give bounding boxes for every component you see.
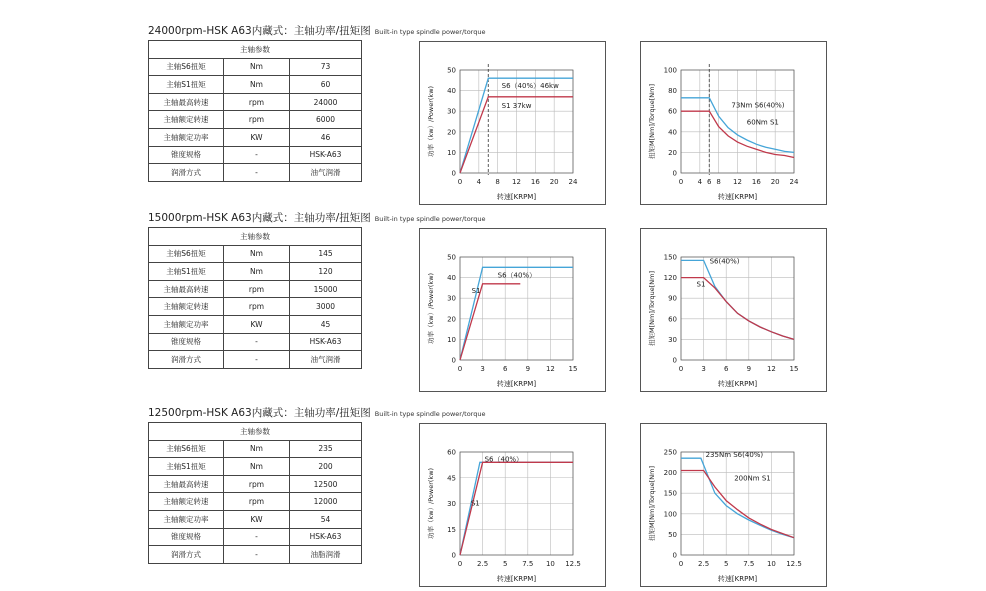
y-tick-label: 100 [663,510,677,519]
section-title-cn: 12500rpm-HSK A63内藏式：主轴功率/扭矩图 [148,407,371,419]
chart-svg [641,424,828,588]
x-axis-label: 转速[KRPM] [717,380,758,388]
param-value: 12000 [290,493,362,511]
y-tick-label: 200 [663,469,677,478]
param-unit: KW [224,510,290,528]
param-name: 润滑方式 [149,164,224,182]
param-value: 24000 [290,93,362,111]
series-line [460,267,573,360]
series-annotation: S6(40%) [709,257,740,266]
torque-chart [640,228,827,392]
param-unit: Nm [224,76,290,94]
y-tick-label: 0 [672,551,677,560]
spindle-params-table [148,40,362,182]
param-name: 主轴S1扭矩 [149,458,224,476]
x-tick-label: 0 [678,178,684,186]
table-row [149,475,362,493]
x-tick-label: 3 [701,365,706,373]
x-tick-label: 15 [568,365,578,373]
x-tick-label: 20 [549,178,559,186]
table-row [149,164,362,182]
x-axis-label: 转速[KRPM] [496,575,537,583]
y-tick-label: 60 [447,448,456,457]
param-unit: rpm [224,475,290,493]
table-row [149,510,362,528]
table-row [149,76,362,94]
spindle-section-12500 [0,404,986,589]
param-name: 主轴S1扭矩 [149,263,224,281]
torque-chart [640,41,827,205]
x-tick-label: 9 [746,365,752,373]
x-tick-label: 8 [716,178,721,186]
param-unit: - [224,146,290,164]
series-annotation: S1 [696,280,706,289]
param-value: 120 [290,263,362,281]
param-name: 锥度规格 [149,146,224,164]
y-tick-label: 0 [451,169,456,178]
param-name: 主轴S6扭矩 [149,58,224,76]
x-axis-label: 转速[KRPM] [717,575,758,583]
param-value: 6000 [290,111,362,129]
series-annotation: 60Nm S1 [746,118,779,127]
y-tick-label: 120 [663,274,677,283]
param-unit: - [224,351,290,369]
x-tick-label: 9 [525,365,531,373]
param-name: 润滑方式 [149,351,224,369]
x-tick-label: 12.5 [786,560,802,568]
param-value: 54 [290,510,362,528]
param-value: 200 [290,458,362,476]
table-row [149,351,362,369]
param-name: 锥度规格 [149,333,224,351]
param-unit: Nm [224,58,290,76]
power-chart [419,41,606,205]
x-tick-label: 12.5 [565,560,581,568]
param-unit: KW [224,315,290,333]
x-tick-label: 0 [457,365,463,373]
table-row [149,146,362,164]
y-tick-label: 150 [663,489,677,498]
spindle-section-15000 [0,209,986,394]
table-row [149,298,362,316]
chart-svg [420,424,607,588]
x-tick-label: 2.5 [477,560,489,568]
x-tick-label: 5 [502,560,508,568]
y-tick-label: 30 [447,294,456,303]
y-tick-label: 250 [663,448,677,457]
table-row [149,440,362,458]
param-name: 主轴额定功率 [149,315,224,333]
param-unit: rpm [224,298,290,316]
y-tick-label: 40 [447,87,456,96]
param-unit: Nm [224,440,290,458]
series-annotation: S6（40%） [484,455,524,464]
y-tick-label: 20 [668,148,677,157]
y-tick-label: 0 [672,356,677,365]
param-value: 油气润滑 [290,351,362,369]
param-value: 60 [290,76,362,94]
x-tick-label: 6 [723,365,729,373]
table-row [149,333,362,351]
param-unit: - [224,164,290,182]
torque-chart [640,423,827,587]
table-row [149,280,362,298]
x-tick-label: 7.5 [522,560,534,568]
table-row [149,93,362,111]
x-tick-label: 7.5 [743,560,755,568]
x-axis-label: 转速[KRPM] [496,193,537,201]
spindle-section-24000 [0,22,986,207]
x-tick-label: 24 [789,178,799,186]
param-name: 主轴S1扭矩 [149,76,224,94]
table-row [149,263,362,281]
series-annotation: 235Nm S6(40%) [705,451,764,460]
y-tick-label: 150 [663,253,677,262]
y-axis-label: 功率（kw）/Power(kw) [427,272,435,345]
x-tick-label: 0 [678,560,684,568]
y-axis-label: 功率（kw）/Power(kw) [427,467,435,540]
param-value: 46 [290,128,362,146]
spindle-params-table [148,422,362,564]
x-tick-label: 12 [733,178,742,186]
power-chart [419,423,606,587]
section-title [148,22,485,39]
param-name: 主轴S6扭矩 [149,440,224,458]
y-tick-label: 50 [447,66,456,75]
param-value: 73 [290,58,362,76]
param-name: 主轴额定转速 [149,298,224,316]
x-axis-label: 转速[KRPM] [496,380,537,388]
x-tick-label: 0 [457,178,463,186]
y-tick-label: 15 [447,525,456,534]
param-name: 主轴额定转速 [149,111,224,129]
param-unit: rpm [224,93,290,111]
y-tick-label: 0 [451,356,456,365]
section-title-en: Built-in type spindle power/torque [374,28,486,36]
param-name: 主轴最高转速 [149,93,224,111]
param-value: HSK-A63 [290,333,362,351]
table-row [149,546,362,564]
y-tick-label: 20 [447,315,456,324]
param-name: 锥度规格 [149,528,224,546]
x-axis-label: 转速[KRPM] [717,193,758,201]
y-tick-label: 20 [447,128,456,137]
section-title-cn: 15000rpm-HSK A63内藏式：主轴功率/扭矩图 [148,212,371,224]
param-value: 3000 [290,298,362,316]
y-tick-label: 30 [447,107,456,116]
y-axis-label: 功率（kw）/Power(kw) [427,85,435,158]
y-tick-label: 10 [447,148,456,157]
y-tick-label: 50 [447,253,456,262]
x-tick-label: 6 [707,178,712,186]
table-header: 主轴参数 [149,41,362,59]
y-tick-label: 60 [668,315,677,324]
y-tick-label: 40 [668,128,677,137]
chart-svg [641,42,828,206]
y-tick-label: 0 [672,169,677,178]
y-tick-label: 80 [668,87,677,96]
plot-frame [681,452,794,555]
param-value: 油脂润滑 [290,546,362,564]
y-tick-label: 30 [668,335,677,344]
param-unit: Nm [224,245,290,263]
x-tick-label: 4 [697,178,703,186]
param-unit: rpm [224,493,290,511]
table-row [149,128,362,146]
chart-svg [641,229,828,393]
param-unit: rpm [224,111,290,129]
series-annotation: S1 37kw [501,101,532,110]
y-tick-label: 50 [668,530,677,539]
x-tick-label: 0 [457,560,463,568]
y-axis-label: 扭矩M[Nm]/Torque[Nm] [648,466,656,541]
param-name: 主轴最高转速 [149,475,224,493]
x-tick-label: 2.5 [698,560,710,568]
y-tick-label: 45 [447,474,456,483]
x-tick-label: 20 [770,178,780,186]
param-value: 12500 [290,475,362,493]
series-annotation: 73Nm S6(40%) [731,101,785,110]
x-tick-label: 16 [751,178,761,186]
x-tick-label: 4 [476,178,482,186]
table-row [149,458,362,476]
param-unit: - [224,528,290,546]
x-tick-label: 10 [766,560,776,568]
x-tick-label: 16 [530,178,540,186]
x-tick-label: 0 [678,365,684,373]
param-unit: - [224,546,290,564]
param-name: 主轴S6扭矩 [149,245,224,263]
param-name: 主轴最高转速 [149,280,224,298]
table-header: 主轴参数 [149,423,362,441]
spindle-params-table [148,227,362,369]
series-annotation: S6（40%）46kw [501,82,559,91]
x-tick-label: 12 [512,178,521,186]
section-title [148,404,485,421]
x-tick-label: 8 [495,178,500,186]
x-tick-label: 10 [545,560,555,568]
x-tick-label: 12 [766,365,776,373]
param-value: HSK-A63 [290,146,362,164]
series-line [681,260,794,339]
table-row [149,493,362,511]
y-tick-label: 40 [447,274,456,283]
section-title [148,209,485,226]
y-tick-label: 100 [663,66,677,75]
param-value: 15000 [290,280,362,298]
param-unit: - [224,333,290,351]
x-tick-label: 24 [568,178,578,186]
table-row [149,245,362,263]
plot-frame [681,257,794,360]
param-value: 45 [290,315,362,333]
param-name: 润滑方式 [149,546,224,564]
param-unit: Nm [224,263,290,281]
x-tick-label: 6 [502,365,508,373]
x-tick-label: 3 [480,365,485,373]
param-name: 主轴额定功率 [149,128,224,146]
table-header: 主轴参数 [149,228,362,246]
series-annotation: S1 [470,499,480,508]
param-value: 145 [290,245,362,263]
section-title-en: Built-in type spindle power/torque [374,215,486,223]
y-tick-label: 90 [668,294,677,303]
y-tick-label: 0 [451,551,456,560]
series-annotation: S6（40%） [497,271,537,280]
param-name: 主轴额定转速 [149,493,224,511]
y-axis-label: 扭矩M[Nm]/Torque[Nm] [648,84,656,159]
param-value: 235 [290,440,362,458]
y-axis-label: 扭矩M[Nm]/Torque[Nm] [648,271,656,346]
param-unit: rpm [224,280,290,298]
x-tick-label: 12 [545,365,555,373]
param-unit: Nm [224,458,290,476]
y-tick-label: 60 [668,107,677,116]
series-line [460,462,573,555]
table-row [149,111,362,129]
series-annotation: 200Nm S1 [734,474,771,483]
param-value: HSK-A63 [290,528,362,546]
section-title-cn: 24000rpm-HSK A63内藏式：主轴功率/扭矩图 [148,25,371,37]
chart-svg [420,229,607,393]
param-unit: KW [224,128,290,146]
y-tick-label: 30 [447,500,456,508]
x-tick-label: 5 [723,560,729,568]
param-value: 油气润滑 [290,164,362,182]
chart-svg [420,42,607,206]
series-annotation: S1 [471,286,481,295]
param-name: 主轴额定功率 [149,510,224,528]
table-row [149,58,362,76]
table-row [149,528,362,546]
section-title-en: Built-in type spindle power/torque [374,410,486,418]
x-tick-label: 15 [789,365,799,373]
table-row [149,315,362,333]
power-chart [419,228,606,392]
y-tick-label: 10 [447,335,456,344]
